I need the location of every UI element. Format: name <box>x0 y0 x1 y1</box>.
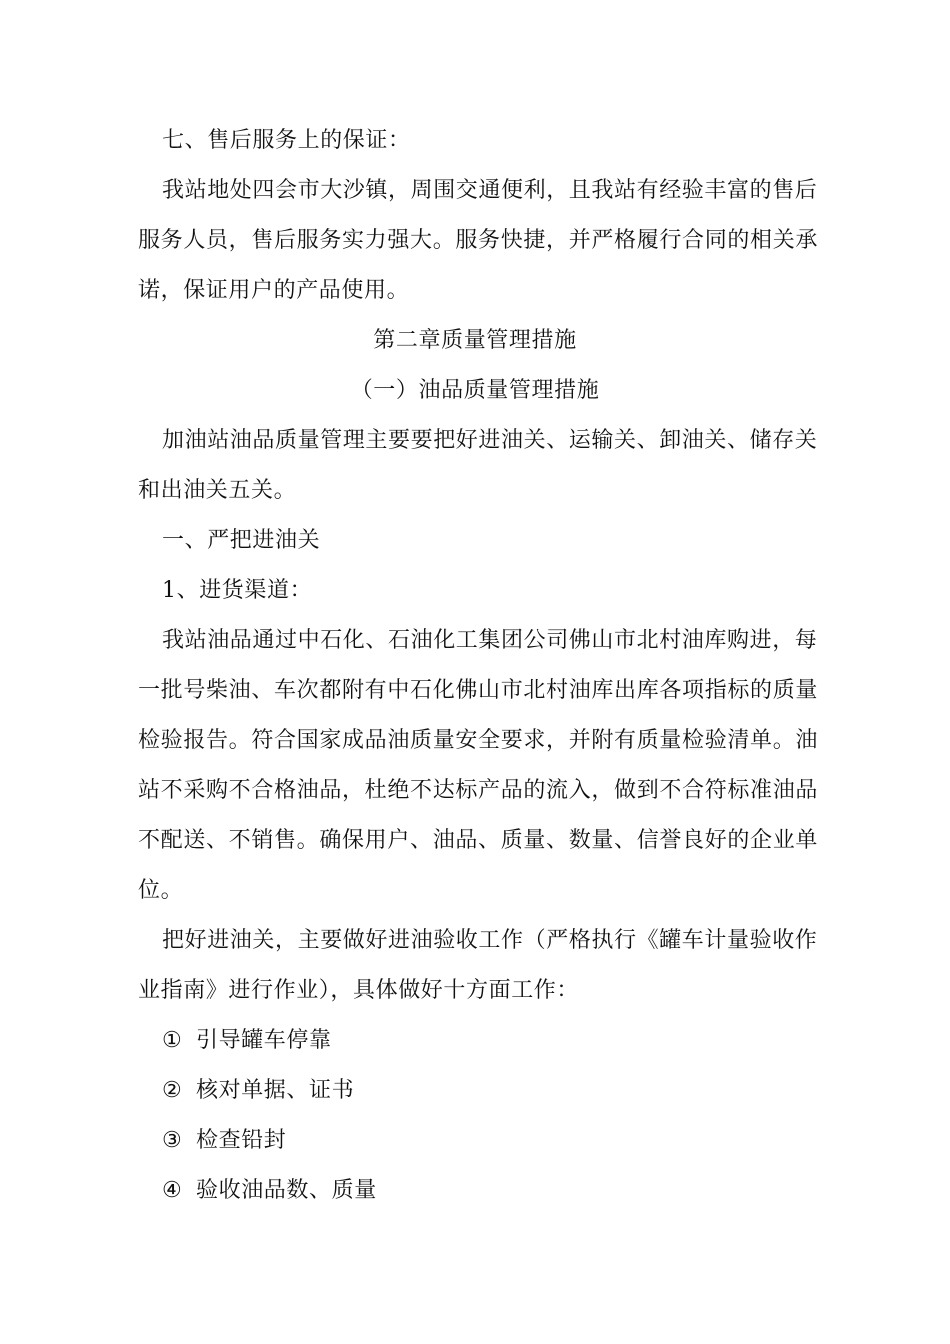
list-item-text: 检查铅封 <box>196 1128 287 1153</box>
paragraph-line: 一批号柴油、车次都附有中石化佛山市北村油库出库各项指标的质量 <box>138 678 818 703</box>
list-item-text: 引导罐车停靠 <box>196 1028 332 1053</box>
list-item-text: 核对单据、证书 <box>196 1078 355 1103</box>
paragraph-line: 站不采购不合格油品，杜绝不达标产品的流入，做到不合符标准油品 <box>138 778 818 803</box>
paragraph-line: 我站油品通过中石化、石油化工集团公司佛山市北村油库购进，每 <box>162 628 818 653</box>
list-item <box>138 1076 818 1106</box>
paragraph-line: 加油站油品质量管理主要要把好进油关、运输关、卸油关、储存关 <box>162 428 818 453</box>
paragraph-line: 位。 <box>138 878 184 903</box>
paragraph-line: 诺，保证用户的产品使用。 <box>138 278 410 303</box>
item-heading: 1、进货渠道： <box>162 578 313 603</box>
list-item <box>138 1176 818 1206</box>
section-title: （一）油品质量管理措施 <box>350 378 600 403</box>
paragraph-line: 我站地处四会市大沙镇，周围交通便利，且我站有经验丰富的售后 <box>162 178 818 203</box>
paragraph-line: 服务人员，售后服务实力强大。服务快捷，并严格履行合同的相关承 <box>138 228 818 253</box>
paragraph-line: 业指南》进行作业），具体做好十方面工作： <box>138 978 580 1003</box>
list-item-text: 验收油品数、质量 <box>196 1178 377 1203</box>
list-item <box>138 1126 818 1156</box>
paragraph-line: 不配送、不销售。确保用户、油品、质量、数量、信誉良好的企业单 <box>138 828 818 853</box>
paragraph-line: 检验报告。符合国家成品油质量安全要求，并附有质量检验清单。油 <box>138 728 818 753</box>
list-marker: ② <box>162 1078 183 1103</box>
paragraph-line: 和出油关五关。 <box>138 478 297 503</box>
section-heading-after-sales: 七、售后服务上的保证： <box>162 128 411 153</box>
list-item <box>138 1026 818 1056</box>
subsection-heading: 一、严把进油关 <box>162 528 321 553</box>
list-marker: ① <box>162 1028 183 1053</box>
list-marker: ③ <box>162 1128 183 1153</box>
list-marker: ④ <box>162 1178 183 1203</box>
chapter-title: 第二章质量管理措施 <box>373 328 577 353</box>
paragraph-line: 把好进油关，主要做好进油验收工作（严格执行《罐车计量验收作 <box>162 928 818 953</box>
